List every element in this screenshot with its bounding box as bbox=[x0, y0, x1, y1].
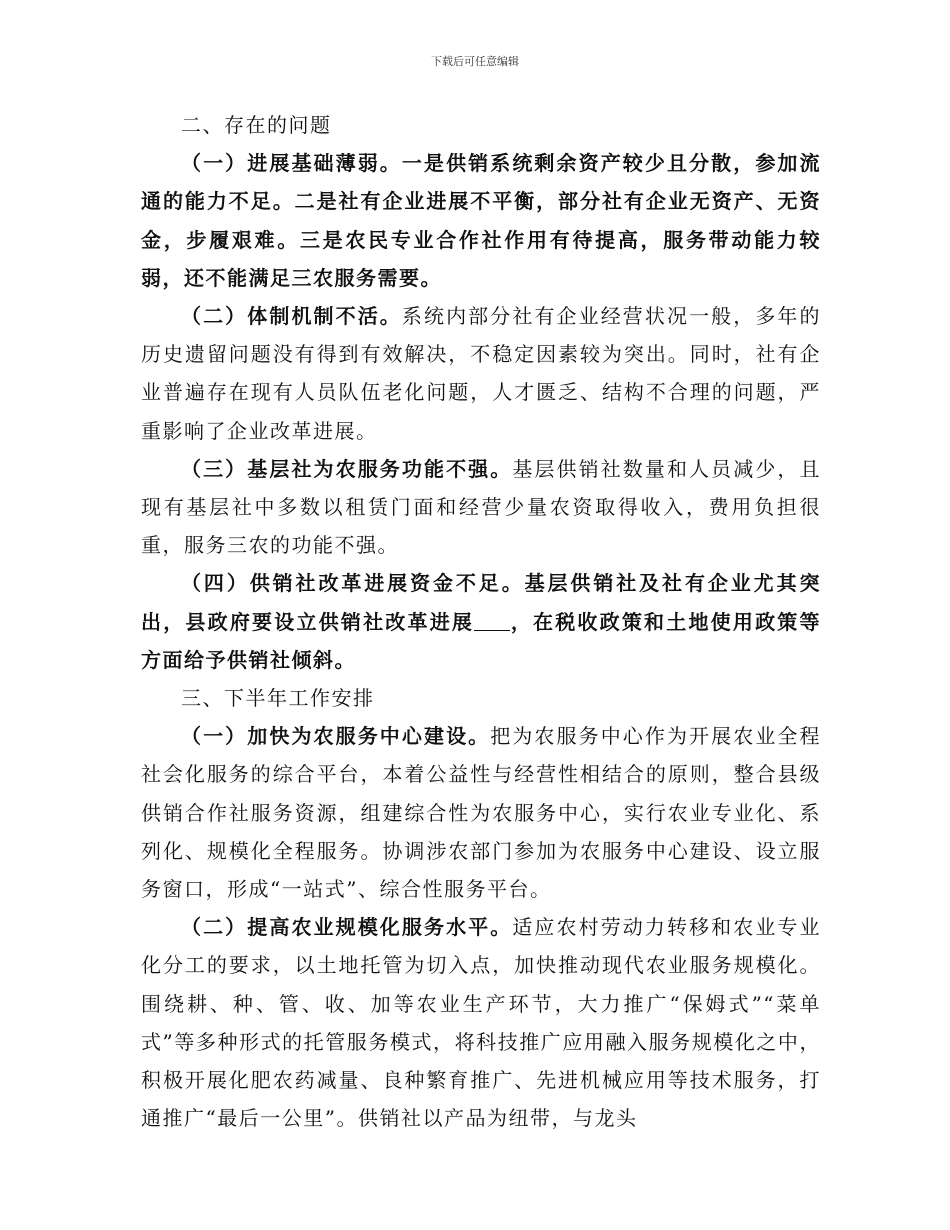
paragraph-problem-1: （一）进展基础薄弱。一是供销系统剩余资产较少且分散，参加流通的能力不足。二是社有企业进展不平衡，部分社有企业无资产、无资金，步履艰难。三是农民专业合作社作用有待提高，服务带动能力较弱，还不能满足三农服务需要。 bbox=[141, 151, 821, 290]
paragraph-problem-2 bbox=[141, 297, 821, 450]
section-heading-plans: 三、下半年工作安排 bbox=[181, 686, 375, 711]
paragraph-title: （三）基层社为农服务功能不强。 bbox=[181, 456, 513, 481]
paragraph-body: 基层供销社数量和人员减少，且现有基层社中多数以租赁门面和经营少量农资取得收入，费用负担很重，服务三农的功能不强。 bbox=[141, 456, 822, 558]
section-heading-problems: 二、存在的问题 bbox=[181, 113, 332, 137]
paragraph-title: （二）提高农业规模化服务水平。 bbox=[181, 915, 513, 940]
paragraph-body: 适应农村劳动力转移和农业专业化分工的要求，以土地托管为切入点，加快推动现代农业服务规模化。围绕耕、种、管、收、加等农业生产环节，大力推广“保姆式”“菜单式”等多种形式的托管服务模式，将科技推广应用融入服务规模化之中，积极开展化肥农药减量、良种繁育推广、先进机械应用等技术服务，打通推广“最后一公里”。供销社以产品为纽带，与龙头 bbox=[141, 915, 822, 1131]
paragraph-text-b: ，在税收政策和土地使用政策等方面给予供销社倾斜。 bbox=[141, 609, 822, 672]
fill-in-blank bbox=[474, 610, 510, 631]
paragraph-title: （一）加快为农服务中心建设。 bbox=[181, 724, 491, 749]
paragraph-body: 系统内部分社有企业经营状况一般，多年的历史遗留问题没有得到有效解决，不稳定因素较为突出。同时，社有企业普遍存在现有人员队伍老化问题，人才匮乏、结构不合理的问题，严重影响了企业改革进展。 bbox=[141, 304, 822, 443]
paragraph-plan-1 bbox=[141, 717, 821, 908]
paragraph-plan-2 bbox=[141, 908, 821, 1137]
paragraph-problem-4 bbox=[141, 564, 821, 679]
document-body bbox=[141, 106, 821, 1137]
paragraph-body: 把为农服务中心作为开展农业全程社会化服务的综合平台，本着公益性与经营性相结合的原则，整合县级供销合作社服务资源，组建综合性为农服务中心，实行农业专业化、系列化、规模化全程服务。协调涉农部门参加为农服务中心建设、设立服务窗口，形成“一站式”、综合性服务平台。 bbox=[141, 724, 821, 902]
page-header: 下载后可任意编辑 bbox=[431, 55, 519, 68]
paragraph-problem-3 bbox=[141, 450, 821, 565]
paragraph-title: （二）体制机制不活。 bbox=[181, 304, 402, 329]
paragraph-text-a: （四）供销社改革进展资金不足。基层供销社及社有企业尤其突出，县政府要设立供销社改革进展 bbox=[141, 571, 821, 634]
